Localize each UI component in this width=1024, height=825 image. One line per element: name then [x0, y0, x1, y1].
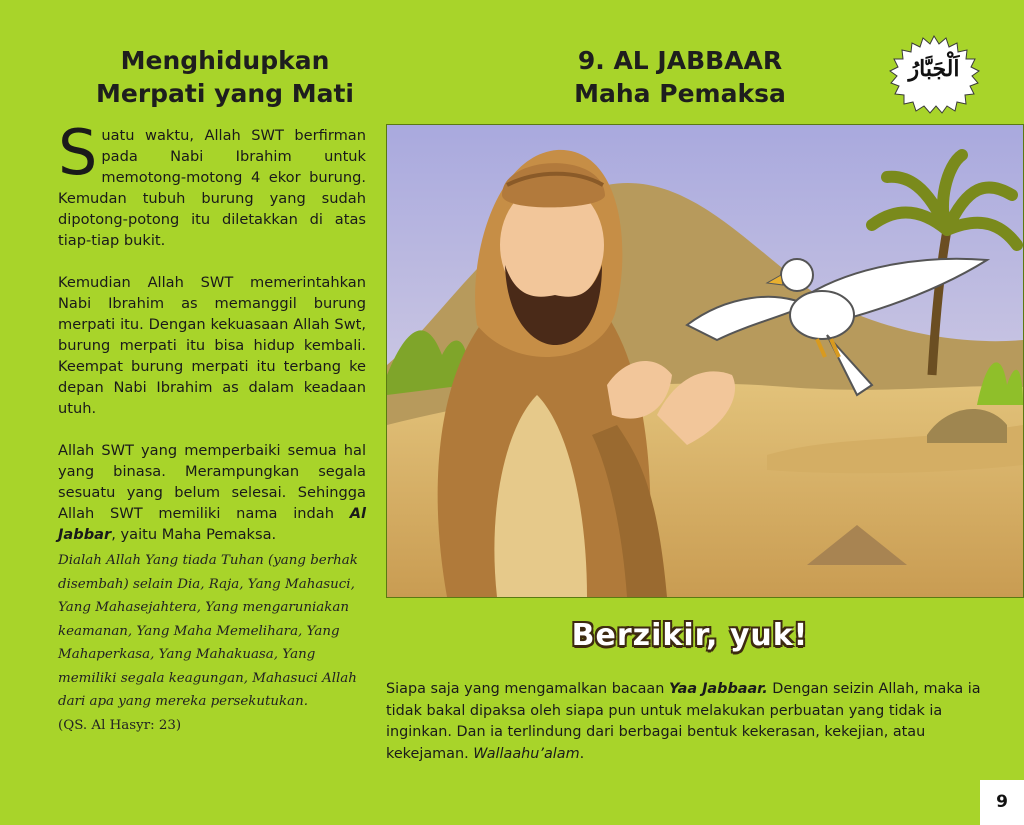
story-title-line1: Menghidupkan	[120, 46, 330, 75]
story-title	[60, 44, 390, 110]
zikir-lead: Siapa saja yang mengamalkan bacaan	[386, 681, 669, 697]
story-paragraph-3	[58, 440, 366, 545]
arabic-name-text: اَلْجَبَّارُ	[908, 56, 960, 82]
story-paragraph-2: Kemudian Allah SWT memerintahkan Nabi Ibrahim as memanggil burung merpati itu. Dengan kekuasaan Allah Swt, burung merpati itu bisa hidup kembali. Keempat burung merpati itu terbang ke depan Nabi Ibrahim as dalam keadaan utuh.	[58, 274, 366, 417]
asmaul-husna-title	[500, 44, 860, 110]
asmaul-husna-name: 9. AL JABBAAR	[577, 46, 783, 75]
zikir-phrase: Yaa Jabbaar.	[668, 681, 768, 697]
story-paragraph-1	[58, 116, 366, 251]
dropcap: S	[58, 116, 98, 189]
page-number: 9	[980, 780, 1024, 825]
zikir-closing: Wallaahu’alam	[473, 745, 580, 762]
story-title-line2: Merpati yang Mati	[96, 79, 354, 108]
story-paragraph-3-tail: , yaitu Maha Pemaksa.	[111, 526, 277, 543]
verse-reference: (QS. Al Hasyr: 23)	[58, 718, 182, 733]
story-paragraph-3-text: Allah SWT yang memperbaiki semua hal yang binasa. Merampungkan segala sesuatu yang belum selesai. Sehingga Allah SWT memiliki nama indah	[58, 442, 366, 522]
zikir-body: Dengan seizin Allah, maka ia tidak bakal dipaksa oleh siapa pun untuk melakukan perbuatan yang tidak ia inginkan. Dan ia terlindung dari berbagai bentuk kekerasan, kekejian, atau kekejaman.	[386, 681, 981, 762]
illustration-art	[387, 125, 1023, 597]
illustration-ibrahim-dove	[386, 124, 1024, 598]
story-text	[58, 116, 366, 566]
highlight-name: Al Jabbar	[58, 505, 366, 543]
quran-verse: Dialah Allah Yang tiada Tuhan (yang berhak disembah) selain Dia, Raja, Yang Mahasuci, Yang Mahasejahtera, Yang mengaruniakan keamanan, Yang Maha Memelihara, Yang Mahaperkasa, Yang Mahakuasa, Yang memiliki segala keagungan, Mahasuci Allah dari apa yang mereka persekutukan.	[58, 553, 358, 709]
zikir-heading: Berzikir, yuk!	[571, 618, 809, 653]
zikir-paragraph	[386, 679, 984, 765]
asmaul-husna-meaning: Maha Pemaksa	[574, 79, 786, 108]
story-paragraph-1-text: uatu waktu, Allah SWT berfirman pada Nabi Ibrahim untuk memotong-motong 4 ekor burung. Kemudan tubuh burung yang sudah dipotong-potong itu diletakkan di atas tiap-tiap bukit.	[58, 127, 366, 249]
zikir-end: .	[579, 745, 585, 762]
arabic-name-badge	[886, 34, 982, 114]
